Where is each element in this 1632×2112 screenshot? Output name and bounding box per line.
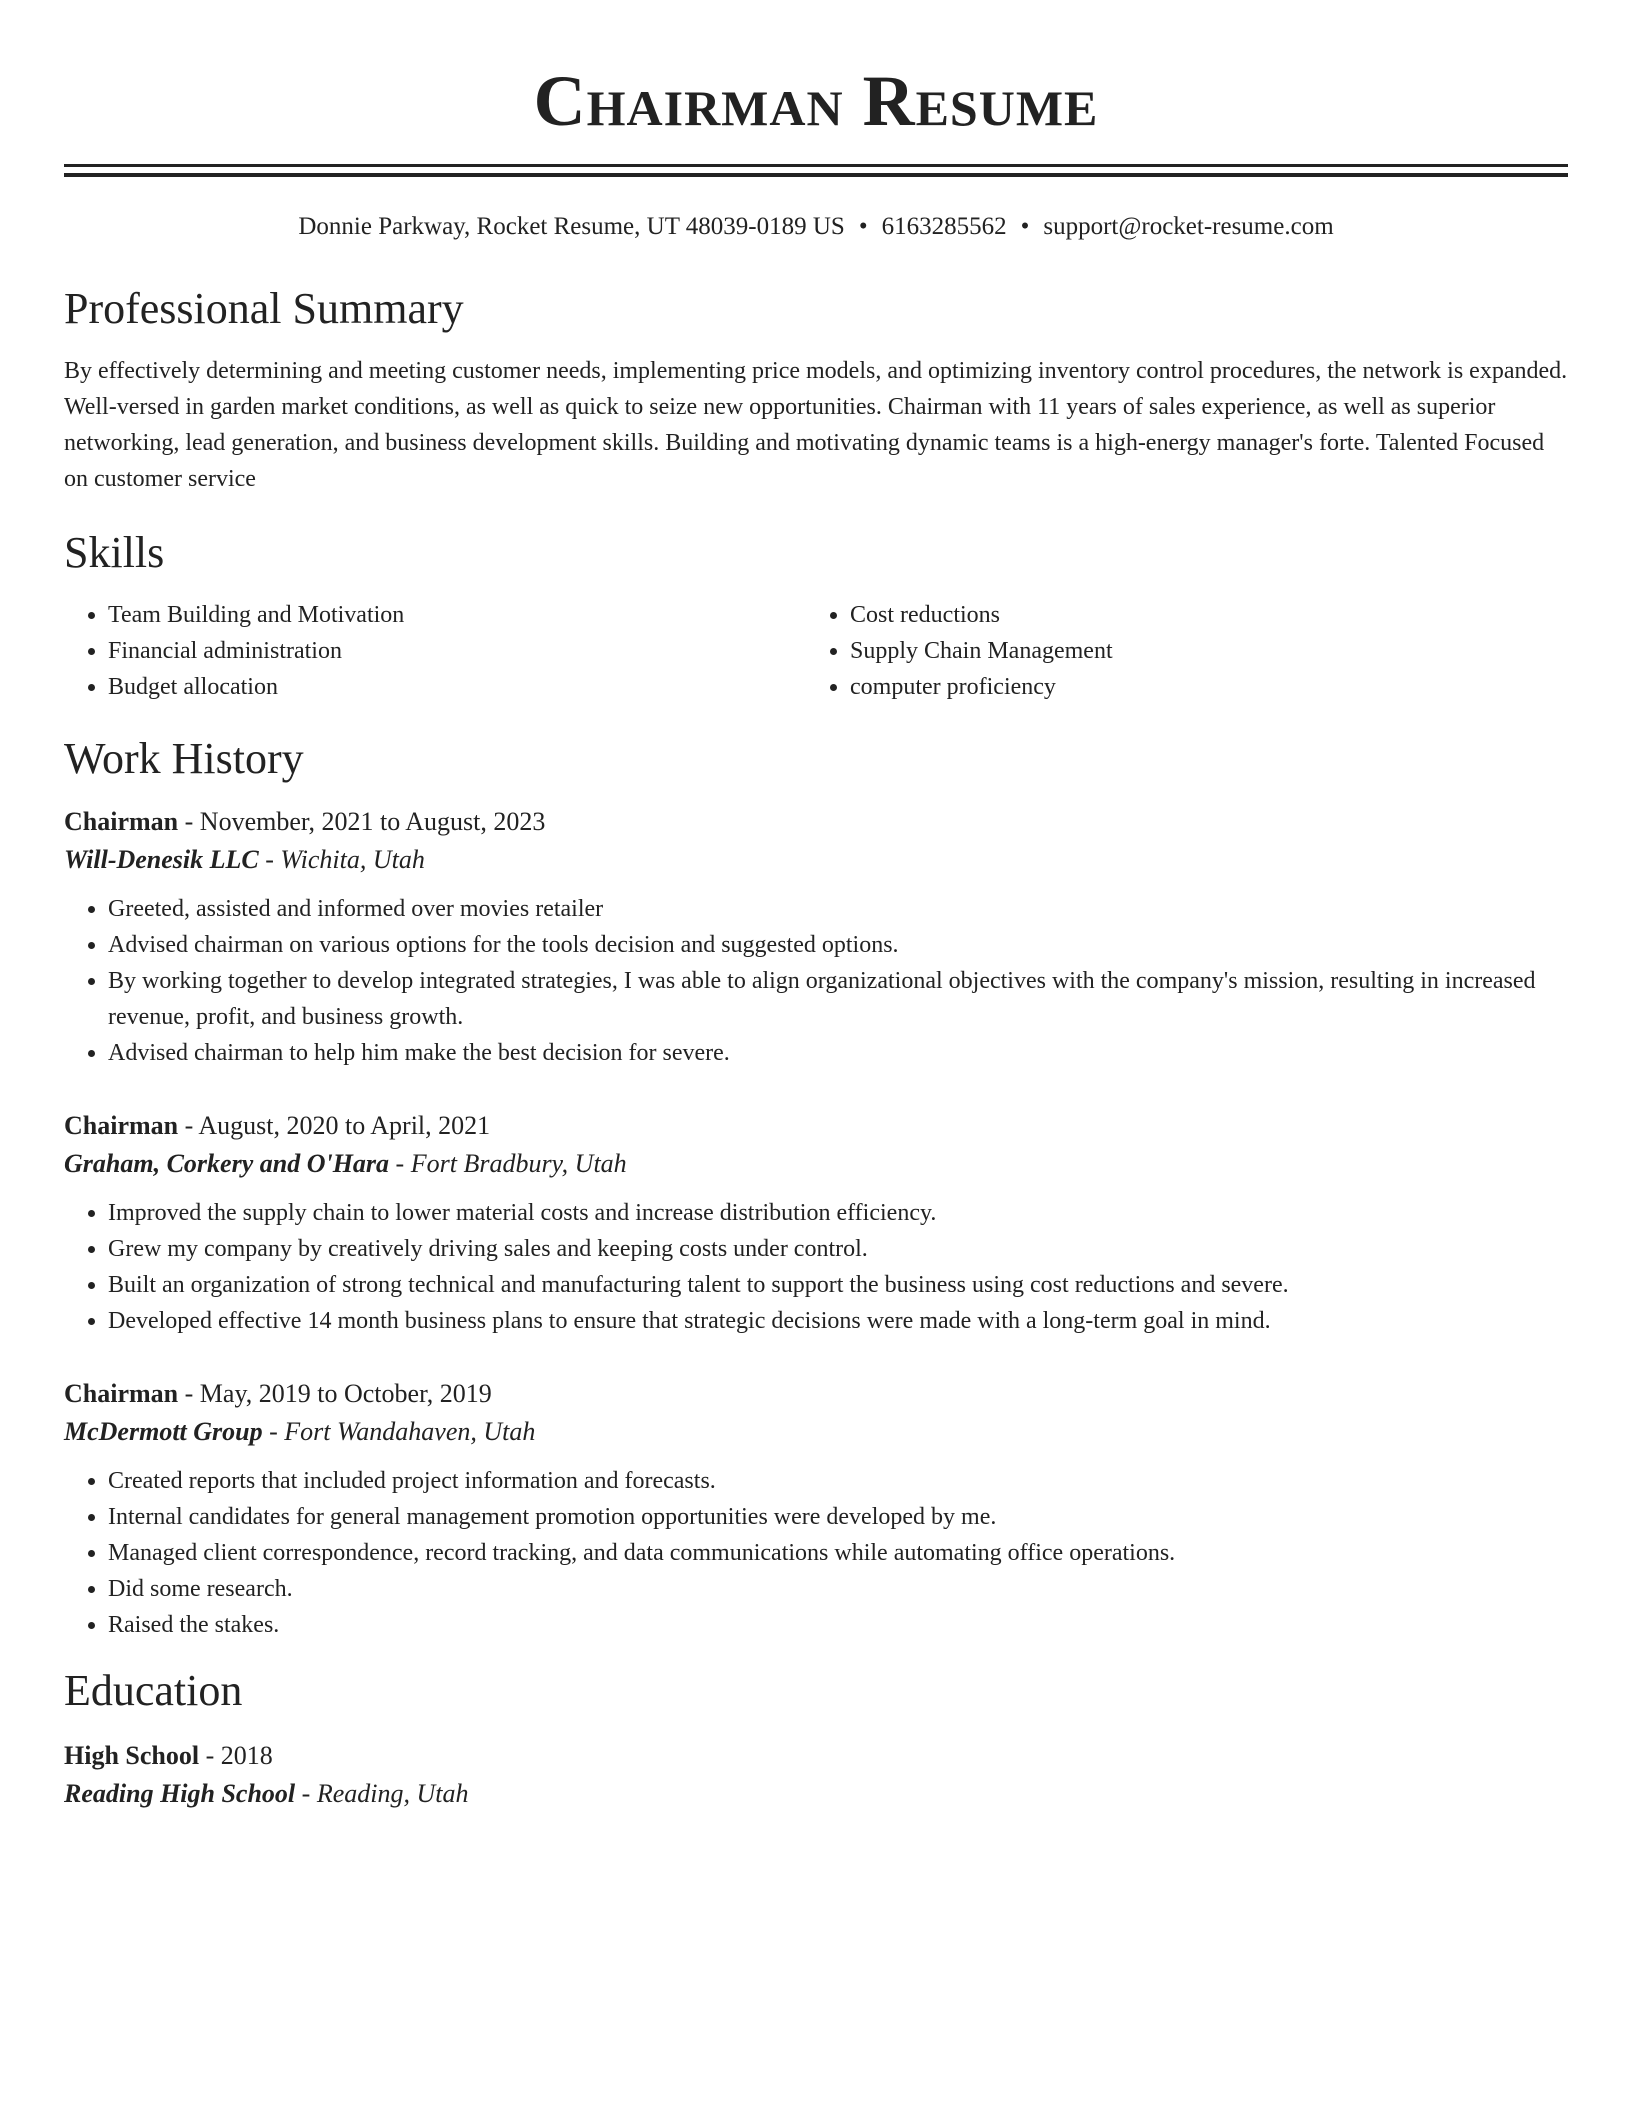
skills-column-right: [806, 597, 1548, 705]
summary-heading: Professional Summary: [64, 284, 464, 333]
job-bullets: [64, 1463, 1568, 1643]
job-bullet: • By working together to develop integrated strategies, I was able to align organizational objectives with the company's mission, resulting in increased revenue, profit, and business growth.: [108, 963, 1568, 1035]
job-bullet: • Raised the stakes.: [108, 1607, 1568, 1643]
education-dash: -: [199, 1741, 221, 1770]
job-dash: -: [178, 1379, 200, 1408]
contact-email: support@rocket-resume.com: [1043, 213, 1334, 240]
job-dash: -: [178, 1111, 199, 1140]
job-bullet: • Internal candidates for general management promotion opportunities were developed by me.: [108, 1499, 1568, 1535]
job-title: Chairman: [64, 1379, 179, 1408]
job-location: Fort Bradbury, Utah: [410, 1149, 627, 1178]
job-dash: -: [389, 1149, 411, 1178]
skill-item: • Cost reductions: [850, 597, 1548, 633]
job-bullet: • Grew my company by creatively driving sales and keeping costs under control.: [108, 1231, 1568, 1267]
job-dates: August, 2020 to April, 2021: [198, 1111, 491, 1140]
job-company-line: [64, 841, 1568, 879]
job-dash: -: [258, 845, 281, 874]
contact-line: [64, 211, 1568, 243]
job-location: Fort Wandahaven, Utah: [284, 1417, 536, 1446]
contact-address: Donnie Parkway, Rocket Resume, UT 48039-0189 US: [298, 213, 845, 240]
job-title-line: [64, 1375, 1568, 1413]
contact-phone: 6163285562: [881, 213, 1007, 240]
job-title: Chairman: [64, 1111, 179, 1140]
job-location: Wichita, Utah: [280, 845, 425, 874]
title-divider-top: [64, 164, 1568, 167]
job-entry: [64, 803, 1568, 1071]
job-company-line: [64, 1145, 1568, 1183]
summary-section: [64, 283, 1568, 497]
skill-item: • computer proficiency: [850, 669, 1548, 705]
contact-separator: •: [1020, 213, 1030, 240]
education-year: 2018: [220, 1741, 273, 1770]
education-dash: -: [295, 1779, 317, 1808]
education-location: Reading, Utah: [316, 1779, 469, 1808]
skill-item: • Budget allocation: [108, 669, 806, 705]
job-title: Chairman: [64, 807, 179, 836]
job-bullet: • Advised chairman on various options for the tools decision and suggested options.: [108, 927, 1568, 963]
education-degree-line: [64, 1737, 1568, 1775]
job-bullets: [64, 1195, 1568, 1339]
job-bullet: • Improved the supply chain to lower material costs and increase distribution efficiency.: [108, 1195, 1568, 1231]
skills-section: [64, 527, 1568, 705]
work-history-heading: Work History: [64, 734, 304, 783]
job-dash: -: [262, 1417, 285, 1446]
resume-title: Chairman Resume: [533, 61, 1099, 141]
contact-separator: •: [858, 213, 868, 240]
skills-list: [64, 597, 1568, 705]
job-title-line: [64, 1107, 1568, 1145]
work-history-section: [64, 733, 1568, 1643]
skills-column-left: [64, 597, 806, 705]
job-entry: [64, 1107, 1568, 1339]
job-bullet: • Built an organization of strong technical and manufacturing talent to support the business using cost reductions and severe.: [108, 1267, 1568, 1303]
title-divider-bottom: [64, 173, 1568, 177]
job-bullet: • Created reports that included project information and forecasts.: [108, 1463, 1568, 1499]
job-bullet: • Developed effective 14 month business plans to ensure that strategic decisions were made with a long-term goal in mind.: [108, 1303, 1568, 1339]
job-bullet: • Greeted, assisted and informed over movies retailer: [108, 891, 1568, 927]
skills-heading: Skills: [64, 528, 165, 577]
job-bullet: • Did some research.: [108, 1571, 1568, 1607]
job-bullet: • Managed client correspondence, record tracking, and data communications while automating office operations.: [108, 1535, 1568, 1571]
education-school-line: [64, 1775, 1568, 1813]
education-entry: [64, 1737, 1568, 1813]
job-company: Will-Denesik LLC: [64, 845, 259, 874]
summary-text: By effectively determining and meeting customer needs, implementing price models, and optimizing inventory control procedures, the network is expanded. Well-versed in garden market conditions, as well as quick to seize new opportunities. Chairman with 11 years of sales experience, as well as superior networking, lead generation, and business development skills. Building and motivating dynamic teams is a high-energy manager's forte. Talented Focused on customer service: [64, 358, 1568, 492]
job-company: McDermott Group: [64, 1417, 263, 1446]
job-title-line: [64, 803, 1568, 841]
education-section: [64, 1665, 1568, 1813]
job-entry: [64, 1375, 1568, 1643]
skill-item: • Team Building and Motivation: [108, 597, 806, 633]
education-school: Reading High School: [64, 1779, 296, 1808]
job-dates: May, 2019 to October, 2019: [199, 1379, 492, 1408]
job-dates: November, 2021 to August, 2023: [199, 807, 546, 836]
skill-item: • Supply Chain Management: [850, 633, 1548, 669]
job-dash: -: [178, 807, 200, 836]
job-bullet: • Advised chairman to help him make the best decision for severe.: [108, 1035, 1568, 1071]
job-company-line: [64, 1413, 1568, 1451]
education-heading: Education: [64, 1666, 243, 1715]
job-bullets: [64, 891, 1568, 1071]
job-company: Graham, Corkery and O'Hara: [64, 1149, 390, 1178]
education-degree: High School: [64, 1741, 200, 1770]
skill-item: • Financial administration: [108, 633, 806, 669]
